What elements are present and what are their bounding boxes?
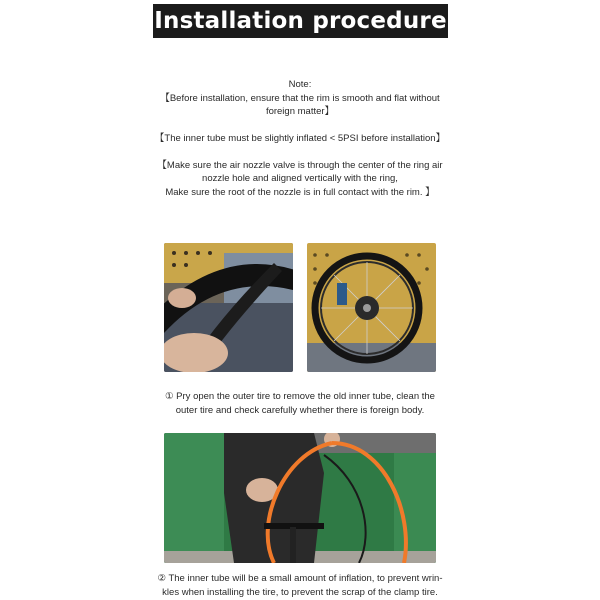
note-valve-line1: 【Make sure the air nozzle valve is through the center of the ring air (157, 160, 443, 171)
note-rim-line2: foreign matter】 (265, 106, 335, 117)
step2-caption-line2: kles when installing the tire, to prevent the scrap of the clamp tire. (162, 587, 438, 598)
note-valve-line2: nozzle hole and aligned vertically with the ring, (202, 173, 398, 184)
photo-inflate-tube (164, 433, 436, 563)
note-heading: Note: (288, 79, 312, 90)
photo-wheel (307, 243, 436, 372)
photo-pry-tire (164, 243, 293, 372)
step2-caption-line1: ② The inner tube will be a small amount of inflation, to prevent wrin- (157, 573, 443, 584)
note-inflation: 【The inner tube must be slightly inflated < 5PSI before installation】 (154, 133, 446, 144)
step1-caption-line1: ① Pry open the outer tire to remove the old inner tube, clean the (165, 391, 435, 402)
note-valve-line3: Make sure the root of the nozzle is in full contact with the rim. 】 (165, 187, 435, 198)
note-rim-line1: 【Before installation, ensure that the rim is smooth and flat without (160, 93, 440, 104)
title-banner (153, 4, 448, 38)
step1-caption-line2: outer tire and check carefully whether there is foreign body. (175, 405, 425, 416)
page-title: Installation procedure (154, 8, 447, 34)
